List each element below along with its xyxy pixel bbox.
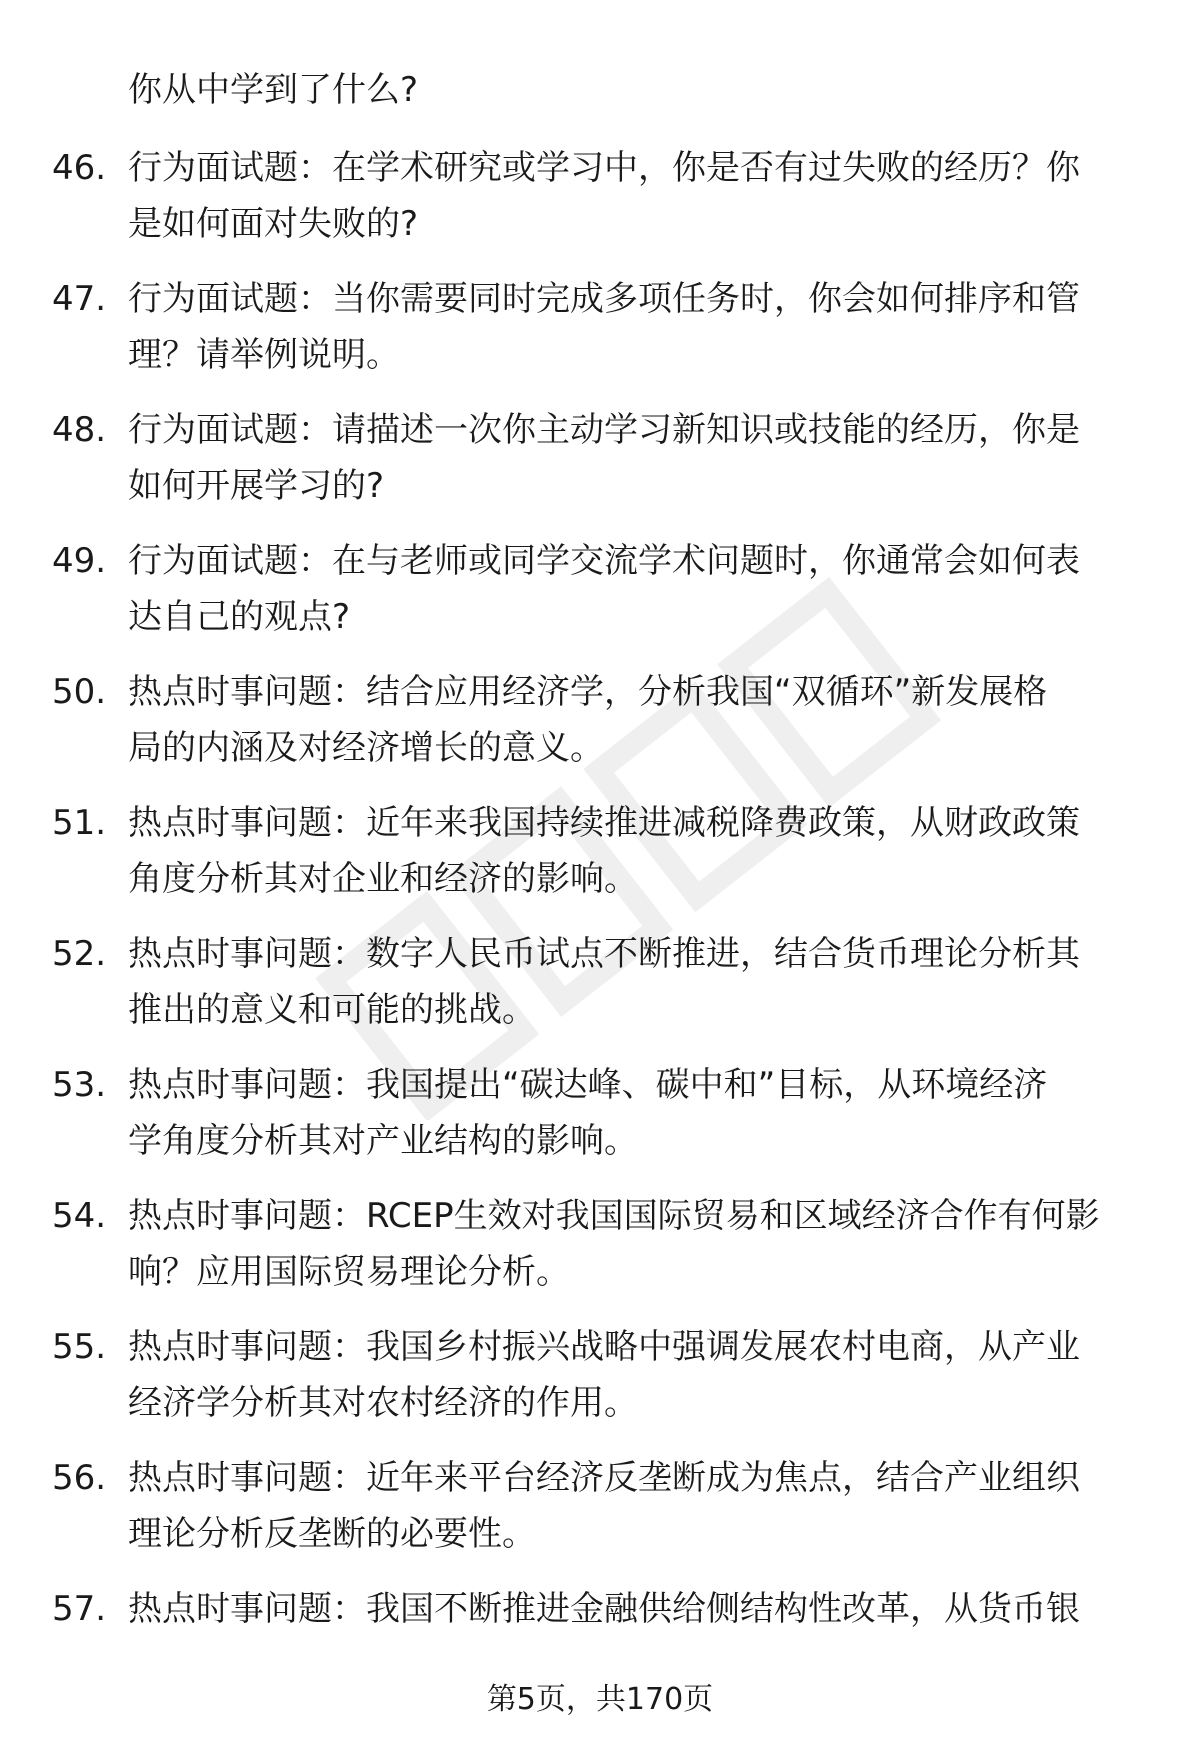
- question-number: 55.: [52, 1327, 107, 1367]
- question-text: [128, 1581, 1158, 1637]
- page-footer: 第5页，共170页: [486, 1682, 714, 1717]
- question-text-line: 行为面试题：在学术研究或学习中，你是否有过失败的经历？你: [128, 148, 1080, 188]
- question-text-line: 响？应用国际贸易理论分析。: [128, 1252, 570, 1292]
- question-text-line: 行为面试题：当你需要同时完成多项任务时，你会如何排序和管: [128, 279, 1080, 319]
- question-item: [0, 402, 1200, 533]
- question-number: 57.: [52, 1589, 107, 1629]
- question-text-line: 行为面试题：请描述一次你主动学习新知识或技能的经历，你是: [128, 410, 1080, 450]
- question-text-line: 经济学分析其对农村经济的作用。: [128, 1383, 638, 1423]
- question-text-line: 热点时事问题：RCEP生效对我国国际贸易和区域经济合作有何影: [128, 1196, 1100, 1236]
- question-item: [0, 664, 1200, 795]
- question-text-line: 热点时事问题：数字人民币试点不断推进，结合货币理论分析其: [128, 934, 1080, 974]
- question-text: [128, 1450, 1158, 1562]
- question-number: 53.: [52, 1065, 107, 1105]
- question-item: [0, 140, 1200, 271]
- question-text-line: 热点时事问题：我国提出“碳达峰、碳中和”目标，从环境经济: [128, 1065, 1048, 1105]
- question-text: [128, 140, 1158, 252]
- question-text-line: 热点时事问题：我国不断推进金融供给侧结构性改革，从货币银: [128, 1589, 1080, 1629]
- question-number: 46.: [52, 148, 107, 188]
- question-item: [0, 926, 1200, 1057]
- question-number: 56.: [52, 1458, 107, 1498]
- question-text: [128, 271, 1158, 383]
- question-text: [128, 1319, 1158, 1431]
- question-text-line: 热点时事问题：结合应用经济学，分析我国“双循环”新发展格: [128, 672, 1048, 712]
- question-item: [0, 1057, 1200, 1188]
- question-text: [128, 795, 1158, 907]
- question-number: 49.: [52, 541, 107, 581]
- question-text-line: 理？请举例说明。: [128, 335, 400, 375]
- question-text: [128, 926, 1158, 1038]
- question-text-line: 学角度分析其对产业结构的影响。: [128, 1121, 638, 1161]
- question-text: [128, 402, 1158, 514]
- question-number: 52.: [52, 934, 107, 974]
- question-text-line: 热点时事问题：近年来我国持续推进减税降费政策，从财政政策: [128, 803, 1080, 843]
- question-number: 48.: [52, 410, 107, 450]
- question-text-line: 理论分析反垄断的必要性。: [128, 1514, 536, 1554]
- question-text-line: 热点时事问题：近年来平台经济反垄断成为焦点，结合产业组织: [128, 1458, 1080, 1498]
- question-text-line: 角度分析其对企业和经济的影响。: [128, 859, 638, 899]
- question-number: 54.: [52, 1196, 107, 1236]
- question-text-line: 行为面试题：在与老师或同学交流学术问题时，你通常会如何表: [128, 541, 1080, 581]
- question-text: [128, 1057, 1158, 1169]
- question-text-line: 推出的意义和可能的挑战。: [128, 990, 536, 1030]
- question-text: [128, 533, 1158, 645]
- question-text: [128, 1188, 1158, 1300]
- question-number: 51.: [52, 803, 107, 843]
- continuation-line: 你从中学到了什么?: [128, 70, 419, 110]
- question-list: [0, 140, 1200, 1712]
- question-text: [128, 664, 1158, 776]
- question-item: [0, 1450, 1200, 1581]
- question-item: [0, 1188, 1200, 1319]
- question-text-line: 如何开展学习的?: [128, 466, 385, 506]
- question-text-line: 局的内涵及对经济增长的意义。: [128, 728, 604, 768]
- question-number: 50.: [52, 672, 107, 712]
- question-item: [0, 271, 1200, 402]
- question-text-line: 达自己的观点?: [128, 597, 351, 637]
- question-item: [0, 1319, 1200, 1450]
- question-text-line: 热点时事问题：我国乡村振兴战略中强调发展农村电商，从产业: [128, 1327, 1080, 1367]
- question-item: [0, 533, 1200, 664]
- question-text-line: 是如何面对失败的?: [128, 204, 419, 244]
- question-number: 47.: [52, 279, 107, 319]
- question-item: [0, 795, 1200, 926]
